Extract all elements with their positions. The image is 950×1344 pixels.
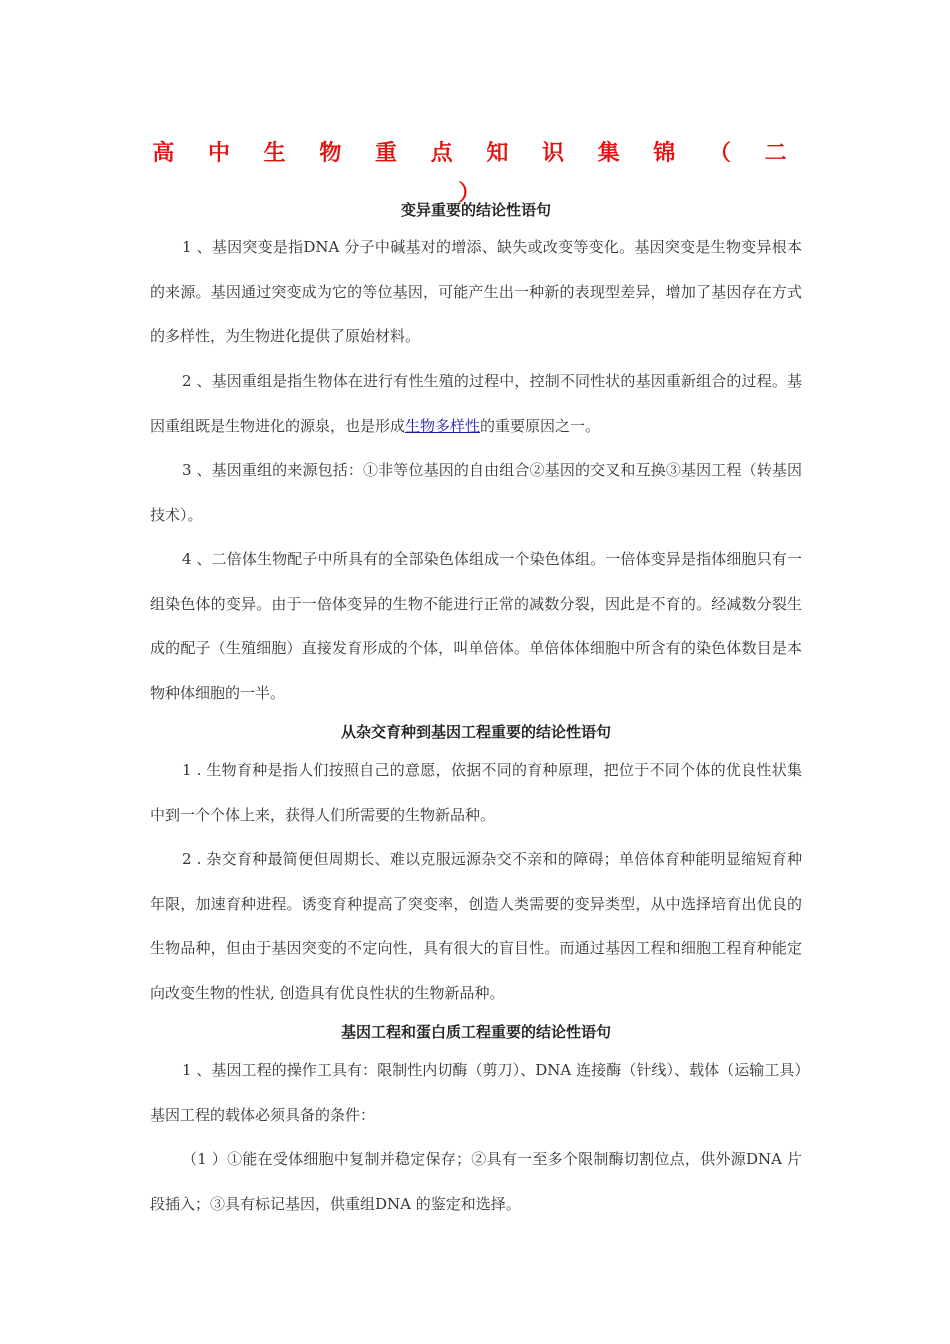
paragraph-engineering-tools: 1 、基因工程的操作工具有：限制性内切酶（剪刀）、DNA 连接酶（针线）、载体（运输工具）基因工程的载体必须具备的条件： [150, 1061, 802, 1124]
biodiversity-link[interactable]: 生物多样性 [405, 416, 481, 435]
paragraph-chromosome-set: 4 、二倍体生物配子中所具有的全部染色体组成一个染色体组。一倍体变异是指体细胞只有一组染色体的变异。由于一倍体变异的生物不能进行正常的减数分裂，因此是不育的。经减数分裂生成的配子（生殖细胞）直接发育形成的个体，叫单倍体。单倍体体细胞中所含有的染色体数目是本物种体细胞的一半。 [150, 550, 802, 702]
paragraph-breeding-definition: 1 . 生物育种是指人们按照自己的意愿，依据不同的育种原理，把位于不同个体的优良性状集中到一个个体上来，获得人们所需要的生物新品种。 [150, 761, 802, 824]
paragraph-recombination-sources: 3 、基因重组的来源包括：①非等位基因的自由组合②基因的交叉和互换③基因工程（转基因技术）。 [150, 461, 802, 524]
section-heading-variation: 变异重要的结论性语句 [400, 201, 551, 219]
section-heading-breeding: 从杂交育种到基因工程重要的结论性语句 [340, 723, 611, 741]
paragraph-gene-recombination [150, 359, 802, 448]
paragraph-text: 2 、基因重组是指生物体在进行有性生殖的过程中，控制不同性状的基因重新组合的过程。基因重组既是生物进化的源泉，也是形成 [150, 372, 802, 435]
document-title: 高 中 生 物 重 点 知 识 集 锦 （ 二 ） [152, 140, 800, 206]
paragraph-text: 的重要原因之一。 [480, 416, 601, 435]
paragraph-vector-conditions: （1 ）①能在受体细胞中复制并稳定保存；②具有一至多个限制酶切割位点，供外源DNA 片段插入；③具有标记基因，供重组DNA 的鉴定和选择。 [150, 1150, 802, 1213]
paragraph-gene-mutation: 1 、基因突变是指DNA 分子中碱基对的增添、缺失或改变等变化。基因突变是生物变异根本的来源。基因通过突变成为它的等位基因，可能产生出一种新的表现型差异，增加了基因存在方式的多样性，为生物进化提供了原始材料。 [150, 238, 802, 345]
section-heading-genetic-engineering: 基因工程和蛋白质工程重要的结论性语句 [340, 1023, 611, 1041]
paragraph-breeding-methods: 2 . 杂交育种最简便但周期长、难以克服远源杂交不亲和的障碍；单倍体育种能明显缩短育种年限，加速育种进程。诱变育种提高了突变率，创造人类需要的变异类型，从中选择培育出优良的生物品种，但由于基因突变的不定向性，具有很大的盲目性。而通过基因工程和细胞工程育种能定向改变生物的性状, 创造具有优良性状的生物新品种。 [150, 850, 802, 1002]
